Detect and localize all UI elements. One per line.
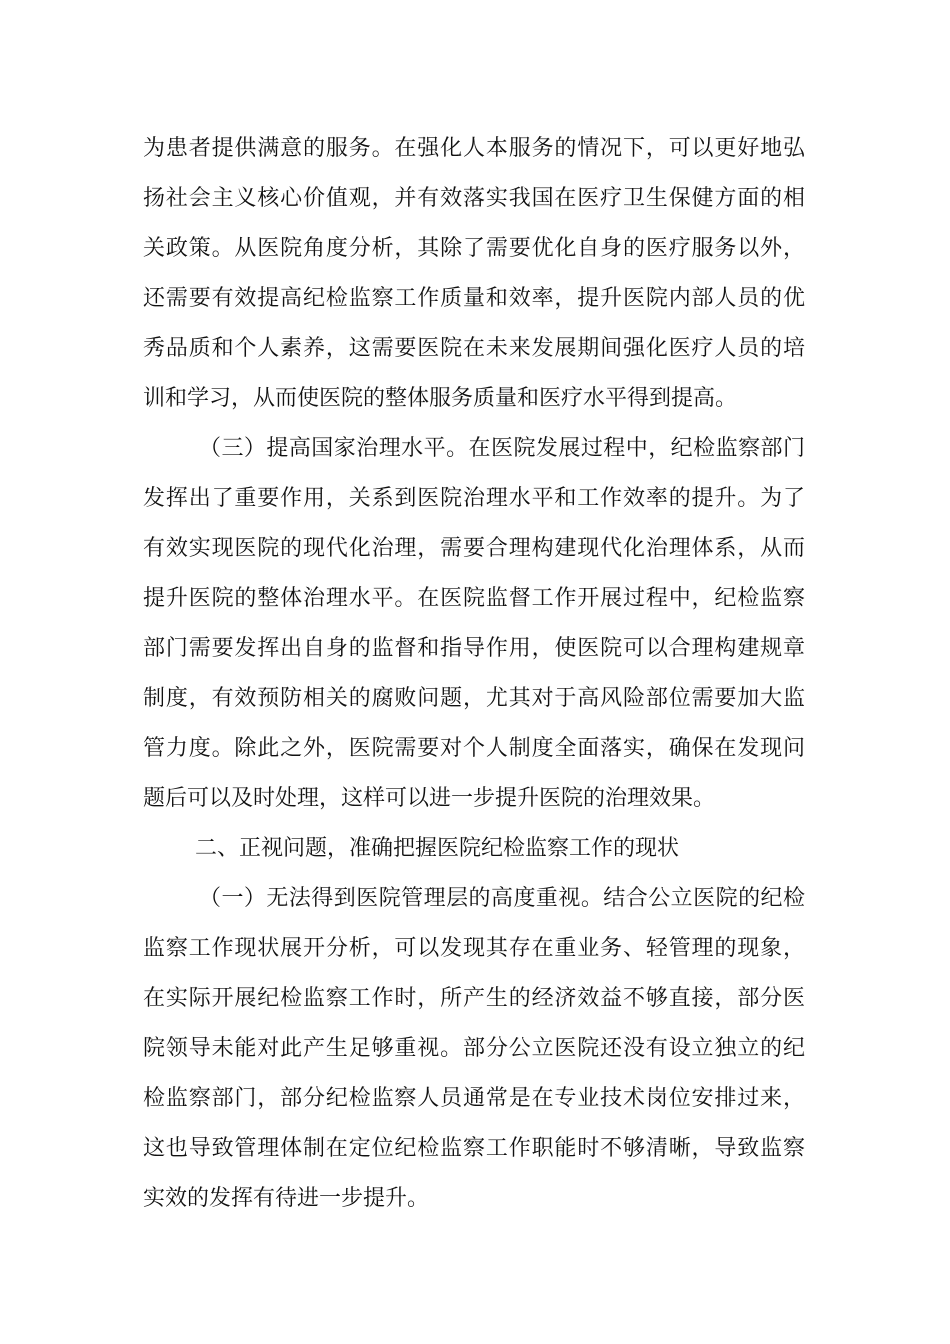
paragraph-1-line-1: 为患者提供满意的服务。在强化人本服务的情况下，可以更好地弘 — [143, 136, 805, 161]
paragraph-3-line-5: 检监察部门，部分纪检监察人员通常是在专业技术岗位安排过来， — [143, 1086, 805, 1111]
paragraph-3-line-6: 这也导致管理体制在定位纪检监察工作职能时不够清晰，导致监察 — [143, 1136, 805, 1161]
paragraph-2-line-2: 发挥出了重要作用，关系到医院治理水平和工作效率的提升。为了 — [143, 486, 805, 511]
paragraph-1-line-6: 训和学习，从而使医院的整体服务质量和医疗水平得到提高。 — [143, 386, 738, 411]
paragraph-1-line-5: 秀品质和个人素养，这需要医院在未来发展期间强化医疗人员的培 — [143, 336, 805, 361]
paragraph-2-line-3: 有效实现医院的现代化治理，需要合理构建现代化治理体系，从而 — [143, 536, 805, 561]
paragraph-2-line-5: 部门需要发挥出自身的监督和指导作用，使医院可以合理构建规章 — [143, 636, 805, 661]
paragraph-2-line-8: 题后可以及时处理，这样可以进一步提升医院的治理效果。 — [143, 786, 716, 811]
paragraph-2-line-6: 制度，有效预防相关的腐败问题，尤其对于高风险部位需要加大监 — [143, 686, 805, 711]
paragraph-2-line-7: 管力度。除此之外，医院需要对个人制度全面落实，确保在发现问 — [143, 736, 805, 761]
paragraph-2-line-4: 提升医院的整体治理水平。在医院监督工作开展过程中，纪检监察 — [143, 586, 805, 611]
paragraph-1-line-3: 关政策。从医院角度分析，其除了需要优化自身的医疗服务以外， — [143, 236, 805, 261]
paragraph-3-line-1: （一）无法得到医院管理层的高度重视。结合公立医院的纪检 — [199, 886, 805, 911]
paragraph-3-line-3: 在实际开展纪检监察工作时，所产生的经济效益不够直接，部分医 — [143, 986, 805, 1011]
paragraph-1-line-2: 扬社会主义核心价值观，并有效落实我国在医疗卫生保健方面的相 — [143, 186, 805, 211]
paragraph-3-line-4: 院领导未能对此产生足够重视。部分公立医院还没有设立独立的纪 — [143, 1036, 805, 1061]
paragraph-3-line-2: 监察工作现状展开分析，可以发现其存在重业务、轻管理的现象， — [143, 936, 805, 961]
paragraph-3-line-7: 实效的发挥有待进一步提升。 — [143, 1186, 430, 1211]
paragraph-2-line-1: （三）提高国家治理水平。在医院发展过程中，纪检监察部门 — [199, 436, 805, 461]
paragraph-1-line-4: 还需要有效提高纪检监察工作质量和效率，提升医院内部人员的优 — [143, 286, 805, 311]
section-heading: 二、正视问题，准确把握医院纪检监察工作的现状 — [195, 836, 680, 861]
